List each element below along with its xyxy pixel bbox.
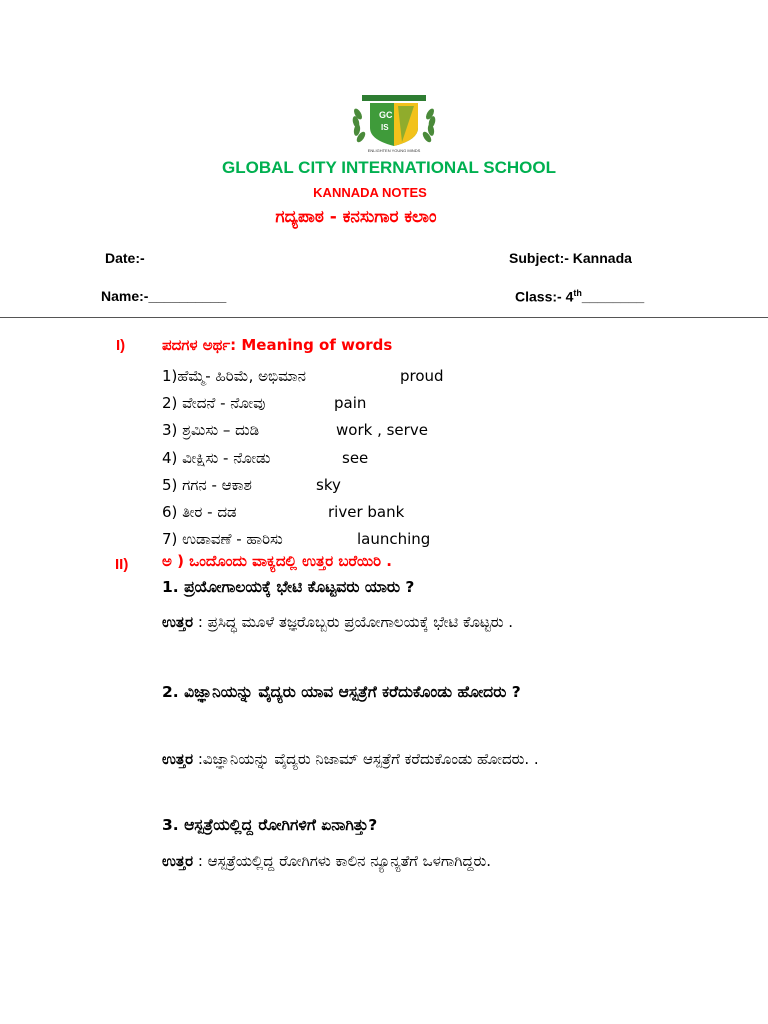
word-kannada: 2) ವೇದನೆ - ನೋವು xyxy=(162,394,266,412)
school-name: GLOBAL CITY INTERNATIONAL SCHOOL xyxy=(221,158,557,177)
word-kannada: 5) ಗಗನ - ಆಕಾಶ xyxy=(162,476,252,494)
school-crest-icon xyxy=(348,92,440,154)
svg-text:IS: IS xyxy=(381,123,389,132)
answer-text: :ವಿಜ್ಞಾನಿಯನ್ನು ವೈದ್ಯರು ನಿಜಾಮ್ ಆಸ್ಪತ್ರೆಗೆ ಕರೆದುಕೊಂಡು ಹೋದರು. . xyxy=(197,750,539,768)
word-kannada: 1)ಹೆಮ್ಮೆ- ಹಿರಿಮೆ, ಅಭಿಮಾನ xyxy=(162,367,306,385)
question-1: 1. ಪ್ರಯೋಗಾಲಯಕ್ಕೆ ಭೇಟಿ ಕೊಟ್ಟವರು ಯಾರು ? xyxy=(162,578,415,596)
answer-label: ಉತ್ತರ xyxy=(162,852,194,870)
answer-1 xyxy=(162,606,696,639)
word-english: pain xyxy=(334,394,367,412)
word-english: see xyxy=(342,449,369,467)
name-label: Name:-__________ xyxy=(101,288,227,304)
word-english: proud xyxy=(400,367,444,385)
word-kannada: 6) ತೀರ - ದಡ xyxy=(162,503,237,521)
school-logo xyxy=(348,92,440,154)
section-2-title: ಅ ) ಒಂದೊಂದು ವಾಕ್ಯದಲ್ಲಿ ಉತ್ತರ ಬರೆಯಿರಿ . xyxy=(162,552,393,570)
lesson-title: ಗದ್ಯಪಾಠ - ಕನಸುಗಾರ ಕಲಾಂ xyxy=(275,207,437,227)
answer-2 xyxy=(162,743,696,776)
answer-3 xyxy=(162,845,696,878)
subject-label: Subject:- Kannada xyxy=(509,250,632,266)
section-1-number: I) xyxy=(116,337,126,354)
class-superscript: th xyxy=(573,288,582,298)
section-1-title: ಪದಗಳ ಅರ್ಥ: Meaning of words xyxy=(162,336,393,354)
word-english: sky xyxy=(316,476,341,494)
word-kannada: 3) ಶ್ರಮಿಸು – ದುಡಿ xyxy=(162,421,260,439)
word-kannada: 4) ವೀಕ್ಷಿಸು - ನೋಡು xyxy=(162,449,271,467)
section-2-number: II) xyxy=(115,556,129,573)
svg-text:GC: GC xyxy=(379,110,393,120)
word-english: launching xyxy=(357,530,431,548)
notes-label: KANNADA NOTES xyxy=(313,185,427,200)
question-2: 2. ವಿಜ್ಞಾನಿಯನ್ನು ವೈದ್ಯರು ಯಾವ ಆಸ್ಪತ್ರೆಗೆ ಕರೆದುಕೊಂಡು ಹೋದರು ? xyxy=(162,683,521,701)
header-divider xyxy=(0,317,768,318)
class-text: Class:- 4 xyxy=(515,288,574,305)
answer-label: ಉತ್ತರ xyxy=(162,750,194,768)
date-label: Date:- xyxy=(105,250,145,266)
class-blank: ________ xyxy=(581,288,645,305)
class-label xyxy=(515,288,644,305)
svg-text:ENLIGHTEN YOUNG MINDS: ENLIGHTEN YOUNG MINDS xyxy=(367,148,421,153)
question-3: 3. ಆಸ್ಪತ್ರೆಯಲ್ಲಿದ್ದ ರೋಗಿಗಳಿಗೆ ಏನಾಗಿತ್ತು? xyxy=(162,816,378,834)
answer-text: : ಪ್ರಸಿದ್ಧ ಮೂಳೆ ತಜ್ಞರೊಬ್ಬರು ಪ್ರಯೋಗಾಲಯಕ್ಕೆ ಭೇಟಿ ಕೊಟ್ಟರು . xyxy=(197,613,514,631)
answer-text: : ಆಸ್ಪತ್ರೆಯಲ್ಲಿದ್ದ ರೋಗಿಗಳು ಕಾಲಿನ ನ್ಯೂನ್ಯತೆಗೆ ಒಳಗಾಗಿದ್ದರು. xyxy=(197,852,492,870)
word-english: work , serve xyxy=(336,421,428,439)
answer-label: ಉತ್ತರ xyxy=(162,613,194,631)
word-kannada: 7) ಉಡಾವಣೆ - ಹಾರಿಸು xyxy=(162,530,283,548)
word-english: river bank xyxy=(328,503,405,521)
